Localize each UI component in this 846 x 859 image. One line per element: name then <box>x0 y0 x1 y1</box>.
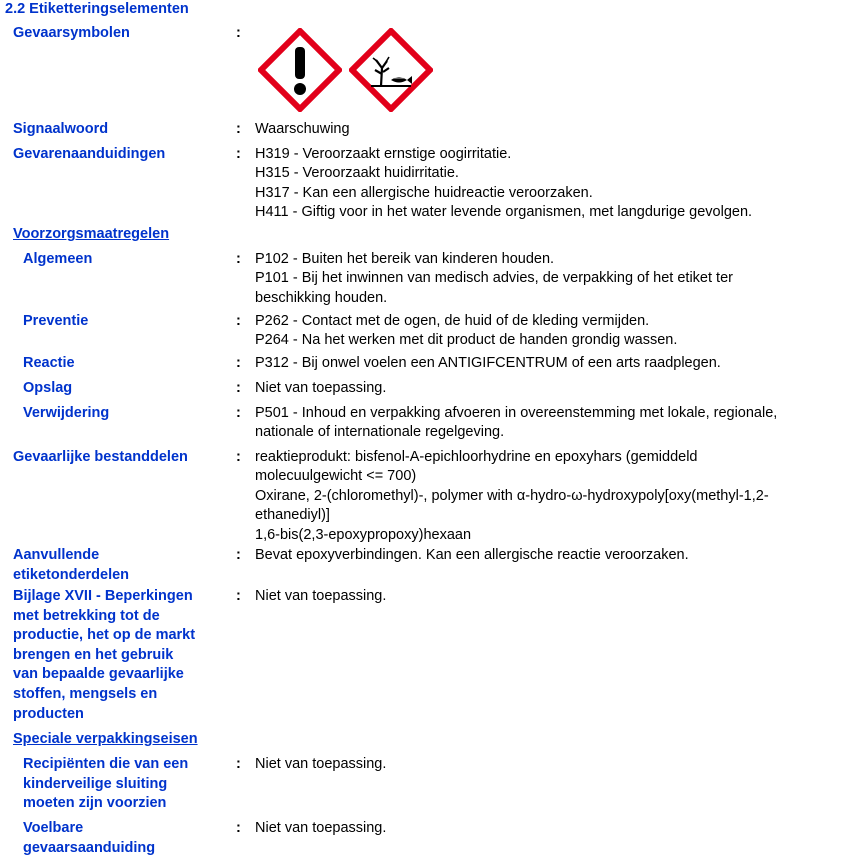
response-label: Reactie <box>23 355 75 371</box>
packaging-heading: Speciale verpakkingseisen <box>13 731 198 747</box>
precautionary-statement: P264 - Na het werken met dit product de handen grondig wassen. <box>255 332 678 349</box>
precautionary-statement: P501 - Inhoud en verpakking afvoeren in overeenstemming met lokale, regionale, <box>255 405 778 421</box>
label-line: van bepaalde gevaarlijke <box>13 666 184 683</box>
component-line: Oxirane, 2-(chloromethyl)-, polymer with α-hydro-ω-hydroxypoly[oxy(methyl-1,2- <box>255 487 769 504</box>
precautionary-heading: Voorzorgsmaatregelen <box>13 226 170 242</box>
label-line: etiketonderdelen <box>13 566 130 583</box>
hazard-statement: H315 - Veroorzaakt huidirritatie. <box>255 165 459 182</box>
label-line: productie, het op de markt <box>13 627 196 644</box>
colon: : <box>236 251 241 267</box>
colon: : <box>236 380 241 396</box>
label-line: met betrekking tot de <box>13 607 160 624</box>
child-resistant-label <box>23 755 228 814</box>
prevention-label: Preventie <box>23 313 89 329</box>
storage-value: Niet van toepassing. <box>255 380 387 396</box>
precautionary-statement: P262 - Contact met de ogen, de huid of de kleding vermijden. <box>255 313 650 329</box>
hazard-statement: H319 - Veroorzaakt ernstige oogirritatie. <box>255 146 512 162</box>
supplemental-value: Bevat epoxyverbindingen. Kan een allergische reactie veroorzaken. <box>255 547 689 563</box>
section-title: 2.2 Etiketteringselementen <box>5 1 189 17</box>
disposal-value <box>255 404 845 443</box>
label-line: Bijlage XVII - Beperkingen <box>13 588 193 604</box>
component-line: 1,6-bis(2,3-epoxypropoxy)hexaan <box>255 526 472 543</box>
precautionary-statement: nationale of internationale regelgeving. <box>255 424 505 441</box>
component-line: reaktieprodukt: bisfenol-A-epichloorhydrine en epoxyhars (gemiddeld <box>255 449 698 465</box>
hazard-statements-value <box>255 145 845 223</box>
component-line: ethanediyl)] <box>255 507 330 524</box>
colon: : <box>236 121 241 137</box>
hazard-statement: H317 - Kan een allergische huidreactie veroorzaken. <box>255 184 593 201</box>
colon: : <box>236 449 241 465</box>
label-line: gevaarsaanduiding <box>23 839 156 856</box>
colon: : <box>236 313 241 329</box>
label-line: moeten zijn voorzien <box>23 795 167 812</box>
label-line: Voelbare <box>23 820 84 836</box>
tactile-warning-value: Niet van toepassing. <box>255 820 387 836</box>
colon: : <box>236 547 241 563</box>
colon: : <box>236 146 241 162</box>
label-line: producten <box>13 705 84 722</box>
hazardous-components-value <box>255 448 845 545</box>
colon: : <box>236 588 241 604</box>
colon: : <box>236 405 241 421</box>
storage-label: Opslag <box>23 380 73 396</box>
exclamation-mark-icon <box>258 28 342 112</box>
general-value <box>255 250 845 308</box>
prevention-value <box>255 312 845 351</box>
disposal-label: Verwijdering <box>23 405 110 421</box>
tactile-warning-label <box>23 819 228 858</box>
pictograms-label: Gevaarsymbolen <box>13 25 130 41</box>
response-value: P312 - Bij onwel voelen een ANTIGIFCENTRUM of een arts raadplegen. <box>255 355 721 371</box>
hazard-statement: H411 - Giftig voor in het water levende organismen, met langdurige gevolgen. <box>255 204 753 221</box>
environment-hazard-icon <box>349 28 433 112</box>
general-label: Algemeen <box>23 251 93 267</box>
colon: : <box>236 756 241 772</box>
component-line: molecuulgewicht <= 700) <box>255 468 417 485</box>
child-resistant-value: Niet van toepassing. <box>255 756 387 772</box>
label-line: kinderveilige sluiting <box>23 775 168 792</box>
precautionary-statement: beschikking houden. <box>255 289 388 306</box>
hazardous-components-label: Gevaarlijke bestanddelen <box>13 449 188 465</box>
label-line: Aanvullende <box>13 547 100 563</box>
colon: : <box>236 355 241 371</box>
signal-word-value: Waarschuwing <box>255 121 350 137</box>
supplemental-label <box>13 546 228 585</box>
signal-word-label: Signaalwoord <box>13 121 109 137</box>
colon: : <box>236 25 241 41</box>
label-line: brengen en het gebruik <box>13 646 174 663</box>
precautionary-statement: P102 - Buiten het bereik van kinderen houden. <box>255 251 555 267</box>
annex-xvii-label <box>13 587 228 724</box>
precautionary-statement: P101 - Bij het inwinnen van medisch advies, de verpakking of het etiket ter <box>255 270 733 287</box>
label-line: Recipiënten die van een <box>23 756 189 772</box>
annex-xvii-value: Niet van toepassing. <box>255 588 387 604</box>
hazard-statements-label: Gevarenaanduidingen <box>13 146 166 162</box>
colon: : <box>236 820 241 836</box>
label-line: stoffen, mengsels en <box>13 685 158 702</box>
